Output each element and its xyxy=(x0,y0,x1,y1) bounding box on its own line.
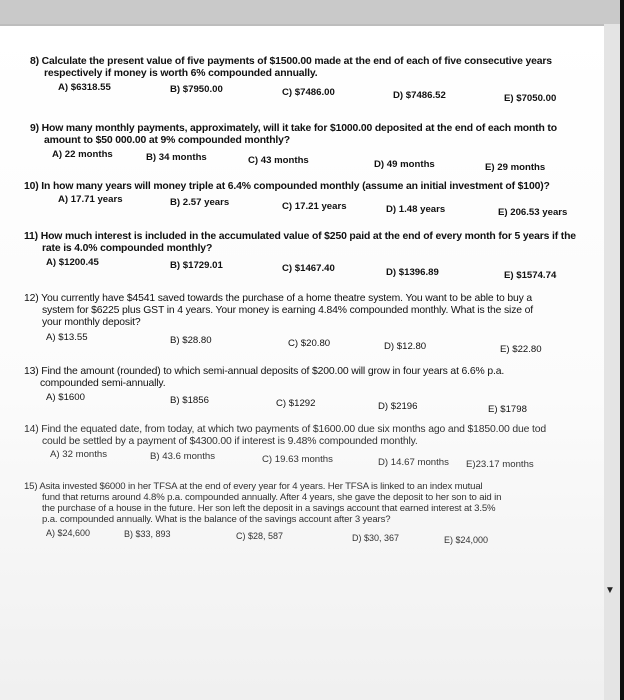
answer-option-b[interactable]: B) 43.6 months xyxy=(150,451,216,462)
answer-option-b[interactable]: B) $28.80 xyxy=(170,335,212,346)
question-text-line: 10) In how many years will money triple at 6.4% compounded monthly (assume an initial investment of $100)? xyxy=(24,181,550,192)
question-text-line: system for $6225 plus GST in 4 years. Your money is earning 4.84% compounded monthly. What is the size of xyxy=(42,305,533,316)
question-text-line: 12) You currently have $4541 saved towards the purchase of a home theatre system. You want to be able to buy a xyxy=(24,293,532,304)
question-text-line: p.a. compounded annually. What is the balance of the savings account after 3 years? xyxy=(42,514,391,525)
answer-option-b[interactable]: B) $7950.00 xyxy=(170,84,223,95)
top-bar xyxy=(0,0,624,24)
answer-option-c[interactable]: C) 17.21 years xyxy=(282,201,347,212)
answer-option-a[interactable]: A) 22 months xyxy=(52,149,113,160)
answer-option-e[interactable]: E) $7050.00 xyxy=(504,93,557,104)
question-text-line: your monthly deposit? xyxy=(42,317,141,328)
answer-option-e[interactable]: E)23.17 months xyxy=(466,459,534,470)
answer-option-d[interactable]: D) $2196 xyxy=(378,401,418,412)
question-text-line: fund that returns around 4.8% p.a. compounded annually. After 4 years, she gave the deposit to her son to aid in xyxy=(42,492,502,503)
answer-option-e[interactable]: E) $24,000 xyxy=(444,535,489,545)
scroll-down-arrow-icon[interactable]: ▼ xyxy=(605,585,615,596)
answer-option-b[interactable]: B) $1729.01 xyxy=(170,260,223,271)
answer-option-b[interactable]: B) $33, 893 xyxy=(124,529,171,539)
question-text-line: amount to $50 000.00 at 9% compounded monthly? xyxy=(44,135,290,146)
question-text-line: 8) Calculate the present value of five payments of $1500.00 made at the end of each of five consecutive years xyxy=(30,56,552,67)
answer-option-a[interactable]: A) $24,600 xyxy=(46,528,91,538)
answer-option-b[interactable]: B) $1856 xyxy=(170,395,209,406)
answer-option-c[interactable]: C) $1467.40 xyxy=(282,263,335,274)
question-text-line: 13) Find the amount (rounded) to which semi-annual deposits of $200.00 will grow in four years at 6.6% p.a. xyxy=(24,366,505,377)
answer-option-c[interactable]: C) $28, 587 xyxy=(236,531,284,541)
answer-option-a[interactable]: A) $13.55 xyxy=(46,332,88,343)
answer-option-a[interactable]: A) $6318.55 xyxy=(58,82,111,93)
question-text-line: the purchase of a house in the future. Her son left the deposit in a savings account that earned interest at 3.5% xyxy=(42,503,496,514)
question-text-line: 14) Find the equated date, from today, at which two payments of $1600.00 due six months ago and $1850.00 due tod xyxy=(24,424,546,435)
document-page[interactable] xyxy=(0,26,604,700)
answer-option-d[interactable]: D) $12.80 xyxy=(384,341,427,352)
answer-option-d[interactable]: D) 49 months xyxy=(374,159,435,170)
answer-option-d[interactable]: D) 1.48 years xyxy=(386,204,446,215)
question-text-line: could be settled by a payment of $4300.00 if interest is 9.48% compounded monthly. xyxy=(42,436,418,447)
answer-option-c[interactable]: C) $1292 xyxy=(276,398,316,409)
question-text-line: 9) How many monthly payments, approximately, will it take for $1000.00 deposited at the end of each month to xyxy=(30,123,557,134)
answer-option-d[interactable]: D) 14.67 months xyxy=(378,457,449,468)
answer-option-a[interactable]: A) $1600 xyxy=(46,392,85,403)
answer-option-c[interactable]: C) 19.63 months xyxy=(262,454,333,465)
answer-option-a[interactable]: A) 32 months xyxy=(50,449,108,460)
answer-option-e[interactable]: E) $1798 xyxy=(488,404,527,415)
answer-option-e[interactable]: E) 29 months xyxy=(485,162,546,173)
answer-option-e[interactable]: E) 206.53 years xyxy=(498,207,568,218)
question-text-line: respectively if money is worth 6% compounded annually. xyxy=(44,68,318,79)
answer-option-c[interactable]: C) $7486.00 xyxy=(282,87,335,98)
answer-option-c[interactable]: C) $20.80 xyxy=(288,338,331,349)
question-text-line: compounded semi-annually. xyxy=(40,378,166,389)
answer-option-d[interactable]: D) $7486.52 xyxy=(393,90,446,101)
question-text-line: rate is 4.0% compounded monthly? xyxy=(42,243,213,254)
question-text-line: 11) How much interest is included in the accumulated value of $250 paid at the end of every month for 5 years if the xyxy=(24,231,576,242)
answer-option-a[interactable]: A) $1200.45 xyxy=(46,257,99,268)
answer-option-d[interactable]: D) $1396.89 xyxy=(386,267,439,278)
answer-option-b[interactable]: B) 2.57 years xyxy=(170,197,230,208)
answer-option-a[interactable]: A) 17.71 years xyxy=(58,194,123,205)
answer-option-d[interactable]: D) $30, 367 xyxy=(352,533,400,543)
window-edge xyxy=(620,0,624,700)
answer-option-b[interactable]: B) 34 months xyxy=(146,152,207,163)
answer-option-e[interactable]: E) $1574.74 xyxy=(504,270,557,281)
answer-option-c[interactable]: C) 43 months xyxy=(248,155,309,166)
question-text-line: 15) Asita invested $6000 in her TFSA at the end of every year for 4 years. Her TFSA is linked to an index mutual xyxy=(24,481,483,492)
answer-option-e[interactable]: E) $22.80 xyxy=(500,344,542,355)
